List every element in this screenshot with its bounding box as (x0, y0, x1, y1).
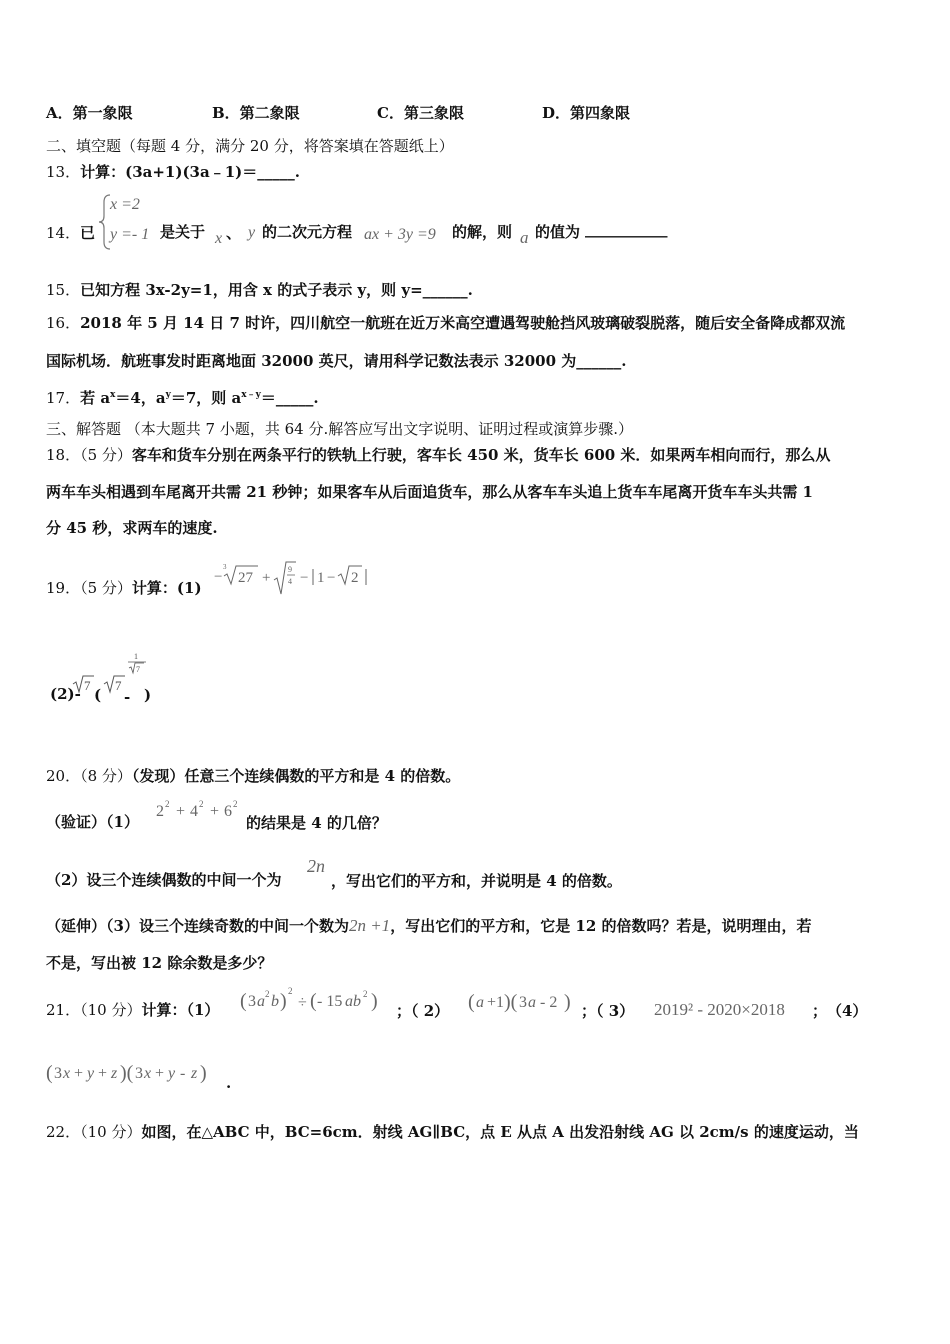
svg-text:x: x (63, 1065, 71, 1082)
svg-text:7: 7 (136, 665, 140, 674)
q18-number: 18． (46, 446, 81, 464)
q14-system-line-2: y =- 1 (110, 226, 150, 243)
q14-mid-3: 的解，则 (452, 223, 513, 241)
q22-score: （10 分） (80, 1123, 142, 1141)
q16-end: . (621, 352, 627, 370)
question-20-verify-2 (46, 870, 281, 890)
svg-text:−: − (327, 570, 336, 586)
q13-number: 13． (46, 163, 81, 181)
question-20-extend-line-1 (46, 916, 812, 936)
svg-text:): ) (564, 991, 571, 1013)
svg-text:÷: ÷ (298, 994, 307, 1011)
svg-text:7: 7 (84, 678, 91, 693)
svg-text:−: − (214, 569, 223, 585)
q19-score: （5 分） (80, 579, 132, 597)
q20-text: （发现）任意三个连续偶数的平方和是 4 的倍数。 (131, 767, 461, 785)
svg-text:+: + (210, 803, 220, 820)
svg-text:(: ( (46, 1062, 53, 1084)
svg-text:+: + (98, 1065, 108, 1082)
q21-text: 计算：（1） (141, 1001, 220, 1019)
q21-number: 21． (46, 1001, 81, 1019)
svg-text:b: b (271, 993, 279, 1010)
q14-mid-2: 的二次元方程 (262, 223, 353, 241)
q17-text-2: ＝4，a (115, 389, 166, 407)
q21-end: . (226, 1074, 232, 1092)
svg-text:x: x (144, 1065, 152, 1082)
q14-var-y: y (248, 224, 256, 241)
q15-end: . (467, 281, 473, 299)
q14-pre: 已 (80, 224, 96, 242)
svg-text:2: 2 (288, 986, 293, 996)
q16-text-2: 国际机场．航班事发时距离地面 32000 英尺，请用科学记数法表示 32000 为 (46, 352, 577, 370)
svg-text:): ) (371, 990, 378, 1012)
svg-text:−: − (300, 570, 309, 586)
q14-mid-1: 是关于 (160, 223, 206, 241)
question-18-line-1 (46, 445, 830, 465)
q14-number: 14． (46, 224, 81, 242)
svg-text:2: 2 (351, 570, 359, 586)
question-16-line-2 (46, 351, 627, 371)
q17-exp-x: x (110, 390, 116, 400)
svg-text:+: + (262, 570, 271, 586)
q13-end: . (294, 163, 300, 181)
q19-part2-minus: - (124, 688, 131, 706)
q14-mid-4: 的值为 (535, 223, 581, 241)
q21-sep-2: ；（ 3） (581, 1002, 635, 1020)
question-19 (46, 578, 202, 598)
q20-extend-var: 2n +1 (348, 916, 391, 935)
svg-text:2: 2 (265, 989, 270, 999)
svg-text:): ) (280, 990, 287, 1012)
svg-text:ab: ab (345, 993, 361, 1010)
svg-text:2: 2 (363, 989, 368, 999)
q20-verify-2-label: （2）设三个连续偶数的中间一个为 (46, 871, 282, 889)
q17-blank: _____ (275, 389, 314, 407)
question-21 (46, 1000, 219, 1020)
svg-text:4: 4 (288, 577, 292, 586)
q15-blank: ______ (422, 281, 468, 299)
q20-number: 20． (46, 767, 81, 785)
svg-text:): ) (200, 1062, 207, 1084)
q13-blank: _____ (257, 163, 295, 181)
q21-expression-2 (468, 988, 590, 1016)
q16-blank: ______ (576, 352, 622, 370)
svg-text:7: 7 (115, 678, 122, 693)
q17-exp-y: y (165, 390, 171, 400)
q14-blank: ___________ (585, 220, 668, 238)
q14-sep: 、 (226, 224, 242, 242)
q15-number: 15． (46, 281, 81, 299)
q21-sep-1: ；（ 2） (396, 1002, 450, 1020)
svg-text:27: 27 (238, 570, 253, 586)
svg-text:)(: )( (504, 991, 518, 1013)
option-c: C．第三象限 (377, 104, 464, 122)
q16-number: 16． (46, 314, 81, 332)
q14-equation: ax + 3y =9 (364, 226, 436, 243)
q19-text: 计算：(1) (131, 579, 202, 597)
svg-text:- 15: - 15 (317, 993, 343, 1010)
q21-expression-1 (240, 986, 396, 1016)
svg-text:3: 3 (223, 563, 227, 571)
q20-extend-label: （延伸）（3）设三个连续奇数的中间一个数为 (46, 917, 349, 935)
svg-text:4: 4 (190, 803, 198, 820)
q19-number: 19． (46, 579, 81, 597)
q19-part2-open-paren: ( (94, 686, 102, 704)
q16-text-1: 2018 年 5 月 14 日 7 时许，四川航空一航班在近万米高空遭遇驾驶舱挡风玻璃破裂脱落，随后安全备降成都双流 (80, 314, 846, 332)
q19-part2-close-paren: ) (144, 686, 152, 704)
question-14 (46, 192, 746, 252)
svg-text:a: a (257, 993, 265, 1010)
question-18-line-3: 分 45 秒，求两车的速度. (46, 519, 218, 537)
q14-var-x: x (215, 230, 223, 247)
q20-verify-1-tail: 的结果是 4 的几倍？ (246, 814, 387, 832)
q21-sep-3: ； （4） (812, 1002, 868, 1020)
svg-text:3: 3 (248, 993, 256, 1010)
q15-text: 已知方程 3x-2y=1，用含 x 的式子表示 y，则 y= (80, 281, 423, 299)
q21-expression-3: 2019² - 2020×2018 (654, 1000, 785, 1019)
svg-text:- 2: - 2 (540, 994, 558, 1011)
option-b: B．第二象限 (212, 104, 300, 122)
q19-part2-label: (2)- (50, 685, 81, 703)
q14-system-line-1: x =2 (110, 196, 140, 213)
svg-text:z: z (111, 1065, 118, 1082)
question-17 (46, 385, 319, 408)
q17-text-1: 若 a (80, 389, 111, 407)
q22-text: 如图，在△ABC 中，BC=6cm．射线 AG∥BC，点 E 从点 A 出发沿射线 AG 以 2cm/s 的速度运动，当 (141, 1123, 859, 1141)
q17-end: . (313, 389, 319, 407)
svg-text:y: y (87, 1065, 95, 1082)
q20-verify-2-tail: ，写出它们的平方和，并说明是 4 的倍数。 (331, 872, 622, 890)
question-18-line-2: 两车车头相遇到车尾离开共需 21 秒钟；如果客车从后面追货车，那么从客车车头追上货车车尾离开货车车头共需 1 (46, 483, 813, 501)
option-a: A．第一象限 (46, 104, 133, 122)
question-20 (46, 766, 460, 786)
svg-text:+: + (155, 1065, 165, 1082)
q20-verify-1-label: （验证）（1） (46, 813, 139, 831)
svg-text:(: ( (468, 991, 475, 1013)
svg-text:1: 1 (317, 570, 325, 586)
q19-expression-1 (212, 560, 384, 598)
q17-exp-xy: x﹣y (241, 390, 261, 400)
question-20-extend-line-2: 不是，写出被 12 除余数是多少？ (46, 954, 273, 972)
q20-extend-tail: ，写出它们的平方和，它是 12 的倍数吗？若是，说明理由，若 (390, 917, 812, 935)
svg-text:3: 3 (519, 994, 527, 1011)
svg-text:a: a (476, 994, 484, 1011)
svg-text:9: 9 (288, 565, 292, 574)
svg-text:a: a (528, 994, 536, 1011)
q21-score: （10 分） (80, 1001, 142, 1019)
q17-number: 17． (46, 389, 81, 407)
question-13 (46, 162, 300, 182)
svg-text:3: 3 (54, 1065, 62, 1082)
q14-var-a: a (520, 228, 529, 247)
svg-text:2: 2 (156, 803, 164, 820)
q17-text-3: ＝7，则 a (170, 389, 242, 407)
svg-text:3: 3 (135, 1065, 143, 1082)
svg-text:+1: +1 (487, 994, 505, 1011)
q22-number: 22． (46, 1123, 81, 1141)
svg-text:1: 1 (134, 652, 138, 661)
svg-text:6: 6 (224, 803, 232, 820)
svg-text:(: ( (240, 990, 247, 1012)
svg-text:+: + (74, 1065, 84, 1082)
svg-text:2: 2 (165, 799, 170, 809)
q21-expression-4 (46, 1058, 232, 1088)
svg-text:)(: )( (120, 1062, 134, 1084)
q18-score: （5 分） (80, 446, 132, 464)
q18-text-1: 客车和货车分别在两条平行的铁轨上行驶，客车长 450 米，货车长 600 米．如果两车相向而行，那么从 (131, 446, 831, 464)
q20-score: （8 分） (80, 767, 132, 785)
q17-text-4: ＝ (260, 389, 276, 407)
question-22 (46, 1122, 859, 1142)
section-solve-heading: 三、解答题 （本大题共 7 小题，共 64 分.解答应写出文字说明、证明过程或演算步骤.） (46, 420, 634, 438)
svg-text:z: z (191, 1065, 198, 1082)
q20-verify-2-var: 2n (307, 856, 325, 876)
svg-text:(: ( (310, 990, 317, 1012)
question-16-line-1 (46, 313, 845, 333)
q20-verify-1-expression (154, 798, 246, 824)
q13-text: 计算：(3a+1)(3a﹣1)＝ (80, 163, 258, 181)
svg-text:-: - (180, 1065, 186, 1082)
question-15 (46, 280, 473, 300)
question-20-verify-1 (46, 812, 139, 832)
svg-text:2: 2 (233, 799, 238, 809)
svg-text:+: + (176, 803, 186, 820)
option-d: D．第四象限 (542, 104, 631, 122)
svg-text:2: 2 (199, 799, 204, 809)
svg-text:y: y (168, 1065, 176, 1082)
section-fill-in-heading: 二、填空题（每题 4 分，满分 20 分，将答案填在答题纸上） (46, 137, 454, 155)
